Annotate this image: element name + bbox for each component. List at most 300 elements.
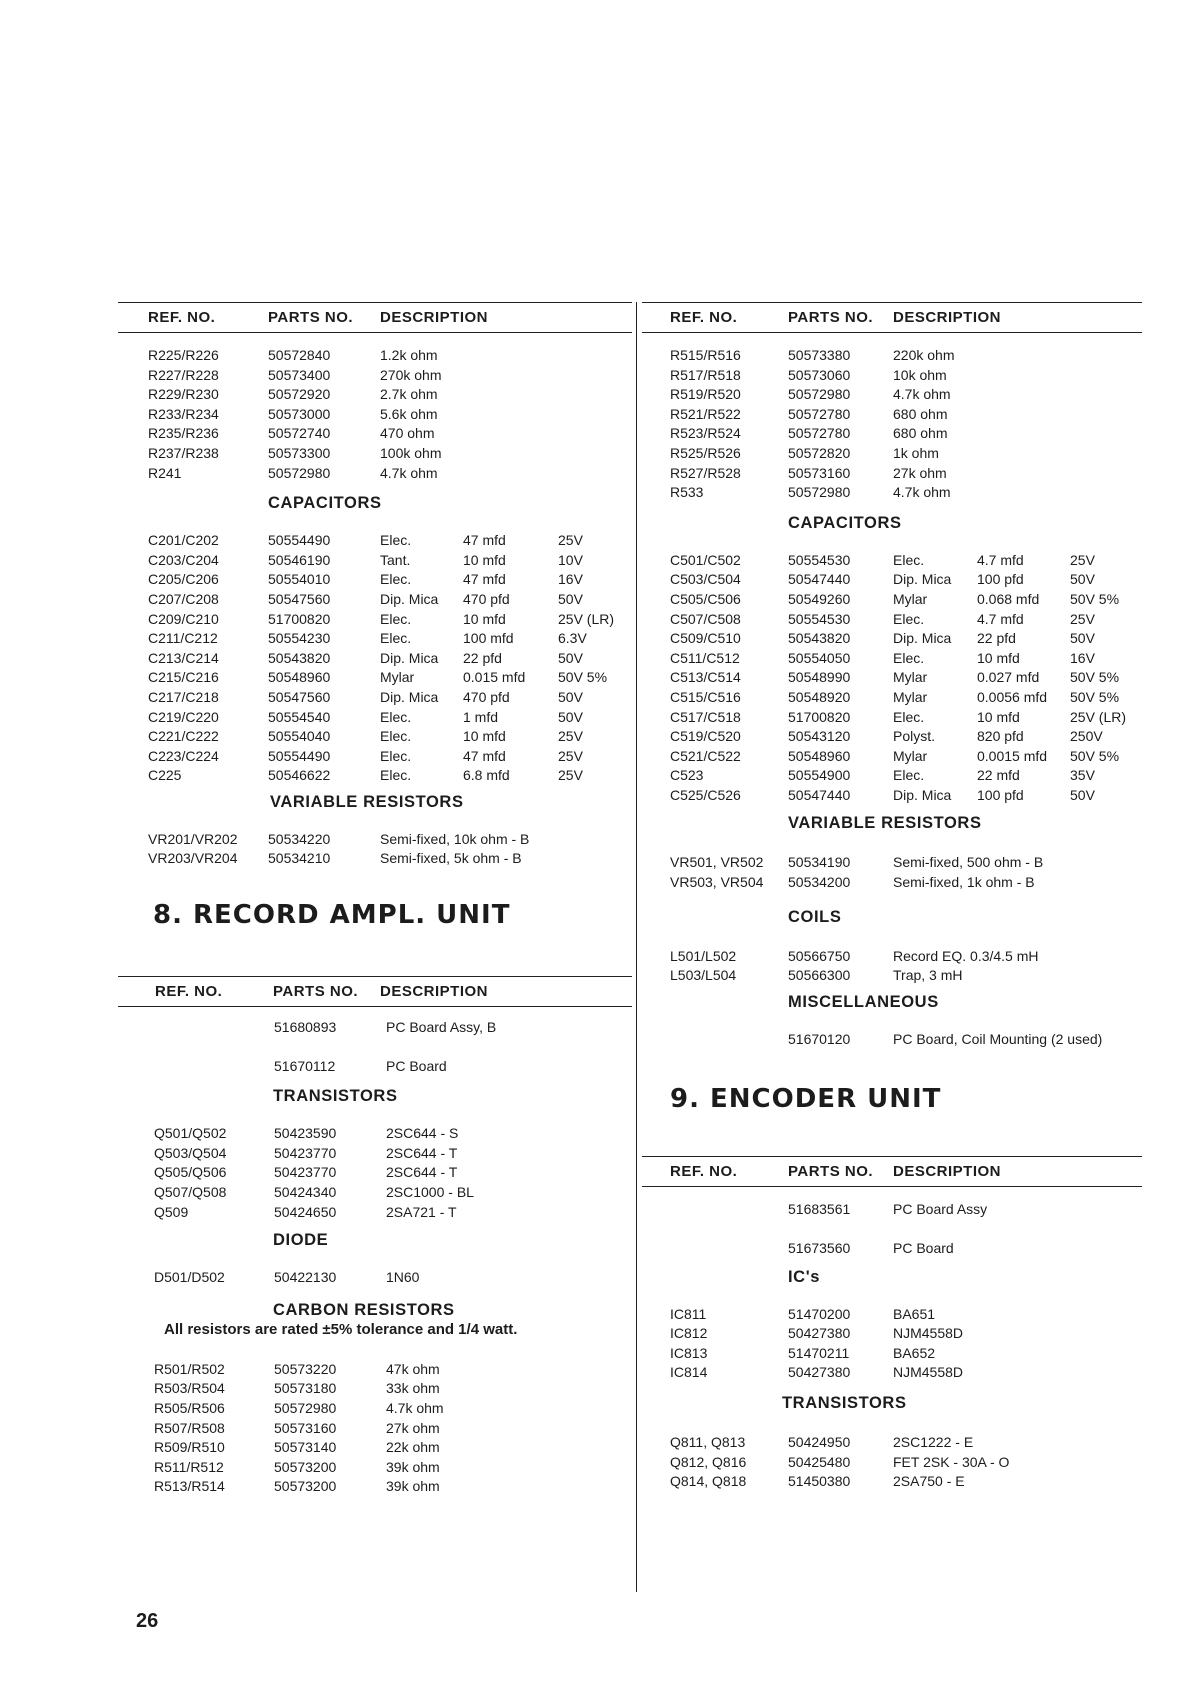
voltage: 25V xyxy=(558,532,583,549)
ref-no: IC812 xyxy=(670,1325,708,1342)
ref-no: R227/R228 xyxy=(148,366,219,383)
carbon-title: CARBON RESISTORS xyxy=(273,1300,455,1319)
voltage: 50V 5% xyxy=(558,669,608,686)
part-no: 51470211 xyxy=(788,1344,850,1361)
description: 2SC644 - T xyxy=(386,1164,458,1181)
ref-no: R517/R518 xyxy=(670,366,741,383)
part-no: 50547560 xyxy=(268,688,331,705)
left-column xyxy=(118,302,632,1498)
part-no: 50547440 xyxy=(788,786,851,803)
table-row xyxy=(642,1240,1142,1260)
vr-title: VARIABLE RESISTORS xyxy=(270,792,464,811)
part-no: 50423590 xyxy=(274,1125,337,1142)
description: Dip. Mica xyxy=(893,630,952,647)
part-no: 50427380 xyxy=(788,1364,851,1381)
ref-no: C517/C518 xyxy=(670,708,741,725)
part-no: 50573380 xyxy=(788,347,851,363)
table-row xyxy=(642,1364,1142,1384)
part-no: 50554530 xyxy=(788,551,851,568)
value: 22 mfd xyxy=(977,767,1020,784)
ref-no: C525/C526 xyxy=(670,786,741,803)
table-row xyxy=(642,386,1142,406)
description: Elec. xyxy=(380,747,412,764)
description: 1k ohm xyxy=(893,444,939,461)
table-row xyxy=(642,1345,1142,1365)
table-row xyxy=(642,465,1142,485)
table-header xyxy=(642,1156,1142,1187)
description: 27k ohm xyxy=(893,464,947,481)
table-row xyxy=(118,1125,632,1145)
part-no: 50424650 xyxy=(274,1203,337,1220)
part-no: 50573200 xyxy=(274,1478,337,1495)
vr-title: VARIABLE RESISTORS xyxy=(788,814,982,833)
ref-no: C221/C222 xyxy=(148,728,219,745)
description: FET 2SK - 30A - O xyxy=(893,1453,1010,1470)
header-ref: REF. NO. xyxy=(148,309,216,326)
part-no: 51700820 xyxy=(268,610,331,627)
ref-no: C215/C216 xyxy=(148,669,219,686)
value: 0.0015 mfd xyxy=(977,747,1048,764)
value: 47 mfd xyxy=(463,571,506,588)
table-row xyxy=(642,854,1142,874)
ref-no: R525/R526 xyxy=(670,444,741,461)
table-row xyxy=(642,689,1142,709)
description: PC Board xyxy=(893,1240,954,1257)
table-row xyxy=(118,1400,632,1420)
table-row xyxy=(642,425,1142,445)
ref-no: C509/C510 xyxy=(670,630,741,647)
ref-no: R521/R522 xyxy=(670,405,741,422)
table-row xyxy=(118,1019,632,1039)
ref-no: C201/C202 xyxy=(148,532,219,549)
voltage: 25V xyxy=(1070,551,1095,568)
ref-no: R509/R510 xyxy=(154,1439,225,1456)
description: 10k ohm xyxy=(893,366,947,383)
table-row xyxy=(118,465,632,485)
ref-no: D501/D502 xyxy=(154,1269,225,1286)
part-no: 50573060 xyxy=(788,366,851,383)
voltage: 25V xyxy=(558,747,583,764)
description: Elec. xyxy=(380,610,412,627)
table-row xyxy=(118,1164,632,1184)
ref-no: R237/R238 xyxy=(148,444,219,461)
table-row xyxy=(118,532,632,552)
description: Trap, 3 mH xyxy=(893,967,963,984)
value: 0.027 mfd xyxy=(977,669,1040,686)
table-row xyxy=(642,1434,1142,1454)
ref-no: C523 xyxy=(670,767,704,784)
description: Record EQ. 0.3/4.5 mH xyxy=(893,947,1039,964)
value: 47 mfd xyxy=(463,532,506,549)
value: 10 mfd xyxy=(463,551,506,568)
part-no: 50554490 xyxy=(268,747,331,764)
description: 2SC644 - S xyxy=(386,1125,459,1142)
description: 39k ohm xyxy=(386,1478,440,1495)
part-no: 50548990 xyxy=(788,669,851,686)
diode-list xyxy=(118,1269,632,1289)
part-no: 50572920 xyxy=(268,386,331,403)
page-number: 26 xyxy=(136,1610,159,1632)
table-row xyxy=(642,571,1142,591)
part-no: 51683561 xyxy=(788,1201,851,1218)
header-desc: DESCRIPTION xyxy=(893,1163,1002,1181)
capacitor-list xyxy=(642,552,1142,807)
value: 22 pfd xyxy=(977,630,1016,647)
table-row xyxy=(118,1058,632,1078)
value: 47 mfd xyxy=(463,747,506,764)
table-row xyxy=(642,967,1142,987)
voltage: 25V xyxy=(558,767,583,784)
table-row xyxy=(642,630,1142,650)
value: 0.015 mfd xyxy=(463,669,526,686)
description: 100k ohm xyxy=(380,444,442,461)
ref-no: Q505/Q506 xyxy=(154,1164,227,1181)
part-no: 50534220 xyxy=(268,830,331,847)
table-row xyxy=(118,728,632,748)
table-row xyxy=(118,1184,632,1204)
capacitors-title: CAPACITORS xyxy=(268,494,382,513)
description: 5.6k ohm xyxy=(380,405,438,422)
description: Elec. xyxy=(893,708,925,725)
table-row xyxy=(642,767,1142,787)
part-no: 50554540 xyxy=(268,708,331,725)
ref-no: C505/C506 xyxy=(670,590,741,607)
part-no: 50546622 xyxy=(268,767,331,784)
part-no: 51450380 xyxy=(788,1473,851,1490)
ref-no: R507/R508 xyxy=(154,1419,225,1436)
table-row xyxy=(118,1478,632,1498)
header-ref: REF. NO. xyxy=(670,1163,738,1181)
description: Dip. Mica xyxy=(380,688,439,705)
coil-list xyxy=(642,948,1142,987)
table-row xyxy=(118,1380,632,1400)
voltage: 35V xyxy=(1070,767,1095,784)
description: 4.7k ohm xyxy=(893,484,951,501)
transistor-list xyxy=(642,1434,1142,1493)
part-no: 50572980 xyxy=(788,484,851,501)
value: 0.0056 mfd xyxy=(977,688,1048,705)
description: Semi-fixed, 500 ohm - B xyxy=(893,854,1044,871)
ref-no: R513/R514 xyxy=(154,1478,225,1495)
value: 470 pfd xyxy=(463,590,510,607)
table-row xyxy=(118,748,632,768)
description: 270k ohm xyxy=(380,366,442,383)
table-row xyxy=(118,406,632,426)
description: Mylar xyxy=(893,688,928,705)
voltage: 16V xyxy=(1070,649,1095,666)
table-row xyxy=(642,1306,1142,1326)
voltage: 10V xyxy=(558,551,583,568)
part-no: 50573160 xyxy=(788,464,851,481)
capacitor-list xyxy=(118,532,632,787)
description: 2SA750 - E xyxy=(893,1473,965,1490)
table-row xyxy=(642,367,1142,387)
description: Elec. xyxy=(380,571,412,588)
description: 2SC1000 - BL xyxy=(386,1184,474,1201)
description: Elec. xyxy=(380,532,412,549)
header-parts: PARTS NO. xyxy=(788,309,874,326)
vr-list xyxy=(118,831,632,870)
description: 470 ohm xyxy=(380,425,435,442)
ref-no: IC813 xyxy=(670,1344,708,1361)
header-desc: DESCRIPTION xyxy=(380,983,489,1001)
ref-no: C519/C520 xyxy=(670,728,741,745)
description: PC Board xyxy=(386,1057,447,1074)
description: NJM4558D xyxy=(893,1364,964,1381)
table-row xyxy=(118,347,632,367)
table-row xyxy=(118,386,632,406)
table-row xyxy=(642,709,1142,729)
voltage: 6.3V xyxy=(558,630,587,647)
value: 6.8 mfd xyxy=(463,767,510,784)
part-no: 50549260 xyxy=(788,590,851,607)
table-row xyxy=(642,1325,1142,1345)
table-row xyxy=(642,787,1142,807)
table-row xyxy=(642,1454,1142,1474)
table-row xyxy=(118,1420,632,1440)
description: Elec. xyxy=(380,630,412,647)
ic-list xyxy=(642,1306,1142,1384)
ref-no: C511/C512 xyxy=(670,649,740,666)
part-no: 50543820 xyxy=(788,630,851,647)
part-no: 50546190 xyxy=(268,551,331,568)
description: 4.7k ohm xyxy=(386,1400,444,1416)
ref-no: IC814 xyxy=(670,1364,708,1381)
ref-no: C211/C212 xyxy=(148,630,218,647)
ref-no: L501/L502 xyxy=(670,947,737,964)
table-row xyxy=(118,850,632,870)
description: Elec. xyxy=(893,610,925,627)
header-ref: REF. NO. xyxy=(155,983,223,1001)
ref-no: VR201/VR202 xyxy=(148,830,238,847)
voltage: 50V xyxy=(1070,571,1095,588)
description: 680 ohm xyxy=(893,405,948,422)
ref-no: R527/R528 xyxy=(670,464,741,481)
part-no: 50554010 xyxy=(268,571,331,588)
table-row xyxy=(118,425,632,445)
ref-no: R533 xyxy=(670,484,704,501)
value: 820 pfd xyxy=(977,728,1024,745)
transistors-title: TRANSISTORS xyxy=(273,1087,398,1106)
part-no: 50554040 xyxy=(268,728,331,745)
description: Tant. xyxy=(380,551,411,568)
part-no: 51670120 xyxy=(788,1030,851,1047)
description: 47k ohm xyxy=(386,1360,440,1377)
description: PC Board Assy, B xyxy=(386,1019,497,1036)
part-no: 50534210 xyxy=(268,850,331,867)
description: Semi-fixed, 10k ohm - B xyxy=(380,830,530,847)
voltage: 50V 5% xyxy=(1070,590,1120,607)
carbon-note: All resistors are rated ±5% tolerance and 1/4 watt. xyxy=(164,1320,518,1338)
section-8-title: 8. RECORD AMPL. UNIT xyxy=(153,900,511,931)
ref-no: Q509 xyxy=(154,1203,189,1220)
ref-no: C225 xyxy=(148,767,182,784)
part-no: 50573300 xyxy=(268,444,331,461)
ref-no: Q814, Q818 xyxy=(670,1473,747,1490)
part-no: 50548960 xyxy=(268,669,331,686)
ref-no: C219/C220 xyxy=(148,708,219,725)
table-row xyxy=(642,552,1142,572)
voltage: 250V xyxy=(1070,728,1103,745)
part-no: 50548920 xyxy=(788,688,851,705)
ref-no: R235/R236 xyxy=(148,425,219,442)
ref-no: Q812, Q816 xyxy=(670,1453,747,1470)
ref-no: C515/C516 xyxy=(670,688,741,705)
part-no: 50573400 xyxy=(268,366,331,383)
description: Semi-fixed, 5k ohm - B xyxy=(380,850,522,867)
description: NJM4558D xyxy=(893,1325,964,1342)
table-header xyxy=(118,976,632,1007)
part-no: 50572840 xyxy=(268,347,331,363)
description: Elec. xyxy=(893,551,925,568)
transistor-list xyxy=(118,1125,632,1223)
ref-no: C223/C224 xyxy=(148,747,219,764)
table-row xyxy=(118,591,632,611)
part-no: 50554050 xyxy=(788,649,851,666)
part-no: 51670112 xyxy=(274,1057,336,1074)
part-no: 50573000 xyxy=(268,405,331,422)
table-row xyxy=(118,445,632,465)
part-no: 50572780 xyxy=(788,425,851,442)
voltage: 25V xyxy=(558,728,583,745)
part-no: 50572740 xyxy=(268,425,331,442)
table-row xyxy=(118,1145,632,1165)
ref-no: C213/C214 xyxy=(148,649,219,666)
table-row xyxy=(642,484,1142,504)
part-no: 50547440 xyxy=(788,571,851,588)
table-row xyxy=(642,748,1142,768)
ref-no: C217/C218 xyxy=(148,688,219,705)
part-no: 50543120 xyxy=(788,728,851,745)
ref-no: R241 xyxy=(148,464,182,481)
description: 4.7k ohm xyxy=(380,464,438,481)
column-divider xyxy=(636,302,637,1592)
part-no: 51673560 xyxy=(788,1240,851,1257)
part-no: 50548960 xyxy=(788,747,851,764)
pcb-list xyxy=(642,1201,1142,1259)
ref-no: C209/C210 xyxy=(148,610,219,627)
ref-no: R505/R506 xyxy=(154,1400,225,1416)
ref-no: C521/C522 xyxy=(670,747,741,764)
part-no: 50573160 xyxy=(274,1419,337,1436)
voltage: 50V xyxy=(558,649,583,666)
voltage: 50V xyxy=(558,708,583,725)
part-no: 50572820 xyxy=(788,444,851,461)
ref-no: Q501/Q502 xyxy=(154,1125,227,1142)
voltage: 50V 5% xyxy=(1070,669,1120,686)
description: Semi-fixed, 1k ohm - B xyxy=(893,874,1035,891)
ref-no: C207/C208 xyxy=(148,590,219,607)
part-no: 50566300 xyxy=(788,967,851,984)
capacitors-title: CAPACITORS xyxy=(788,513,902,532)
header-ref: REF. NO. xyxy=(670,309,738,326)
table-row xyxy=(118,1459,632,1479)
table-row xyxy=(642,1201,1142,1221)
description: 33k ohm xyxy=(386,1380,440,1397)
part-no: 50572980 xyxy=(274,1400,337,1416)
voltage: 50V xyxy=(558,590,583,607)
table-row xyxy=(118,1204,632,1224)
value: 22 pfd xyxy=(463,649,502,666)
value: 0.068 mfd xyxy=(977,590,1040,607)
table-row xyxy=(642,445,1142,465)
part-no: 50423770 xyxy=(274,1144,337,1161)
ref-no: C501/C502 xyxy=(670,551,741,568)
header-desc: DESCRIPTION xyxy=(380,309,489,326)
ref-no: R511/R512 xyxy=(154,1458,224,1475)
table-row xyxy=(118,831,632,851)
description: PC Board Assy xyxy=(893,1201,988,1218)
description: Mylar xyxy=(893,590,928,607)
ics-title: IC's xyxy=(788,1267,821,1286)
transistors-title: TRANSISTORS xyxy=(782,1394,907,1412)
ref-no: C205/C206 xyxy=(148,571,219,588)
description: 680 ohm xyxy=(893,425,948,442)
part-no: 50424950 xyxy=(788,1434,851,1450)
table-row xyxy=(118,689,632,709)
description: 2.7k ohm xyxy=(380,386,438,403)
value: 10 mfd xyxy=(977,649,1020,666)
ref-no: C507/C508 xyxy=(670,610,741,627)
part-no: 50427380 xyxy=(788,1325,851,1342)
table-row xyxy=(642,728,1142,748)
voltage: 25V (LR) xyxy=(558,610,615,627)
description: Elec. xyxy=(380,708,412,725)
description: Elec. xyxy=(893,767,925,784)
table-header xyxy=(118,302,632,333)
ref-no: R501/R502 xyxy=(154,1360,225,1377)
value: 10 mfd xyxy=(977,708,1020,725)
part-no: 50424340 xyxy=(274,1184,337,1201)
part-no: 50425480 xyxy=(788,1453,851,1470)
table-row xyxy=(118,650,632,670)
voltage: 50V xyxy=(1070,786,1095,803)
ref-no: Q503/Q504 xyxy=(154,1144,227,1161)
description: Dip. Mica xyxy=(893,571,952,588)
part-no: 50554530 xyxy=(788,610,851,627)
voltage: 25V (LR) xyxy=(1070,708,1127,725)
part-no: 50572980 xyxy=(268,464,331,481)
ref-no: R523/R524 xyxy=(670,425,741,442)
table-row xyxy=(642,874,1142,894)
description: 27k ohm xyxy=(386,1419,440,1436)
resistor-list xyxy=(118,347,632,484)
value: 4.7 mfd xyxy=(977,551,1024,568)
table-row xyxy=(118,611,632,631)
coils-title: COILS xyxy=(788,907,842,926)
description: Mylar xyxy=(380,669,415,686)
value: 10 mfd xyxy=(463,610,506,627)
header-parts: PARTS NO. xyxy=(788,1163,874,1181)
description: 39k ohm xyxy=(386,1458,440,1475)
part-no: 51700820 xyxy=(788,708,851,725)
ref-no: VR203/VR204 xyxy=(148,850,238,867)
table-row xyxy=(642,1473,1142,1493)
misc-list xyxy=(642,1031,1142,1051)
diode-title: DIODE xyxy=(273,1231,329,1250)
header-parts: PARTS NO. xyxy=(273,983,359,1001)
ref-no: Q811, Q813 xyxy=(670,1434,746,1450)
ref-no: R519/R520 xyxy=(670,386,741,403)
misc-title: MISCELLANEOUS xyxy=(788,992,939,1011)
value: 4.7 mfd xyxy=(977,610,1024,627)
voltage: 25V xyxy=(1070,610,1095,627)
table-row xyxy=(642,591,1142,611)
table-row xyxy=(642,650,1142,670)
section-9-title: 9. ENCODER UNIT xyxy=(670,1084,942,1115)
description: Dip. Mica xyxy=(893,786,952,803)
value: 100 pfd xyxy=(977,786,1024,803)
